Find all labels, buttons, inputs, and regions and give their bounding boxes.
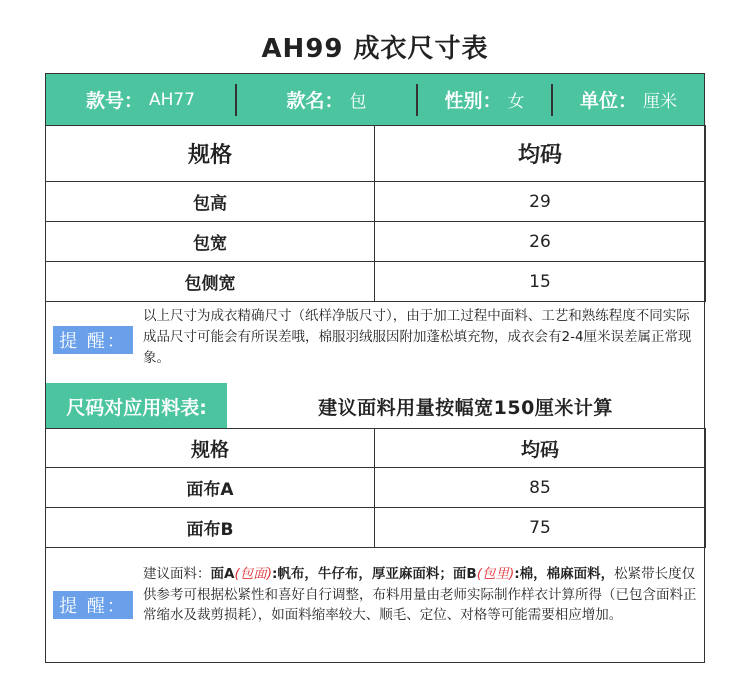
row-spec: 面布B — [46, 508, 375, 548]
row-value: 29 — [375, 182, 706, 222]
fabric-table-header — [46, 429, 706, 468]
table-row — [46, 508, 706, 548]
row-value: 15 — [375, 262, 706, 302]
fabric-note-text — [143, 564, 699, 626]
reminder-badge: 提 醒： — [53, 326, 133, 354]
style-number-cell — [46, 73, 235, 126]
style-number-value: AH77 — [148, 89, 196, 110]
fabric-a-note: (包面) — [234, 566, 272, 582]
gender-label: 性别： — [444, 90, 502, 112]
size-column-header: 均码 — [375, 126, 706, 182]
fabric-section-label: 尺码对应用料表: — [45, 383, 227, 429]
unit-cell — [553, 73, 704, 126]
fabric-note — [45, 546, 705, 663]
fabric-section-title: 建议面料用量按幅宽150厘米计算 — [227, 383, 705, 429]
gender-cell — [418, 73, 551, 126]
size-table-header — [46, 126, 706, 182]
row-value: 85 — [375, 468, 706, 508]
style-name-value: 包 — [349, 92, 367, 112]
reminder-badge: 提 醒： — [53, 591, 133, 619]
spec-column-header: 规格 — [46, 429, 375, 468]
info-header-bar — [45, 73, 705, 126]
fabric-a-text: :帆布，牛仔布，厚亚麻面料； — [272, 566, 453, 582]
fabric-b-note: (包里) — [476, 566, 515, 582]
table-row — [46, 222, 706, 262]
fabric-note-intro: 建议面料： — [143, 566, 211, 582]
row-spec: 包高 — [46, 182, 375, 222]
unit-label: 单位： — [579, 90, 637, 112]
unit-value: 厘米 — [643, 92, 677, 112]
size-note — [45, 293, 705, 383]
spec-column-header: 规格 — [46, 126, 375, 182]
size-column-header: 均码 — [375, 429, 706, 468]
row-value: 75 — [375, 508, 706, 548]
page-title: AH99 成衣尺寸表 — [261, 34, 489, 64]
fabric-a-label: 面A — [210, 566, 235, 582]
row-spec: 面布A — [46, 468, 375, 508]
fabric-b-label: 面B — [452, 566, 477, 582]
fabric-note-rest: 松紧带长度仅供参考可根据松紧性和喜好自行调整，布料用量由老师实际制作样衣计算所得（已包含面料正常缩水及裁剪损耗），如面料缩率较大、顺毛、定位、对格等可能需要相应增加。 — [143, 566, 697, 623]
fabric-table — [45, 428, 706, 548]
row-value: 26 — [375, 222, 706, 262]
gender-value: 女 — [507, 92, 525, 112]
style-number-label: 款号： — [85, 90, 143, 112]
style-name-label: 款名： — [286, 90, 344, 112]
size-note-text: 以上尺寸为成衣精确尺寸（纸样净版尺寸），由于加工过程中面料、工艺和熟练程度不同实际成品尺寸可能会有所误差哦，棉服羽绒服因附加蓬松填充物，成衣会有2-4厘米误差属正常现象。 — [143, 308, 692, 366]
row-spec: 包宽 — [46, 222, 375, 262]
table-row — [46, 468, 706, 508]
size-table — [45, 125, 706, 302]
style-name-cell — [237, 73, 416, 126]
fabric-b-text: :棉，棉麻面料， — [514, 566, 615, 582]
table-row — [46, 182, 706, 222]
fabric-section-header — [45, 383, 705, 429]
row-spec: 包侧宽 — [46, 262, 375, 302]
